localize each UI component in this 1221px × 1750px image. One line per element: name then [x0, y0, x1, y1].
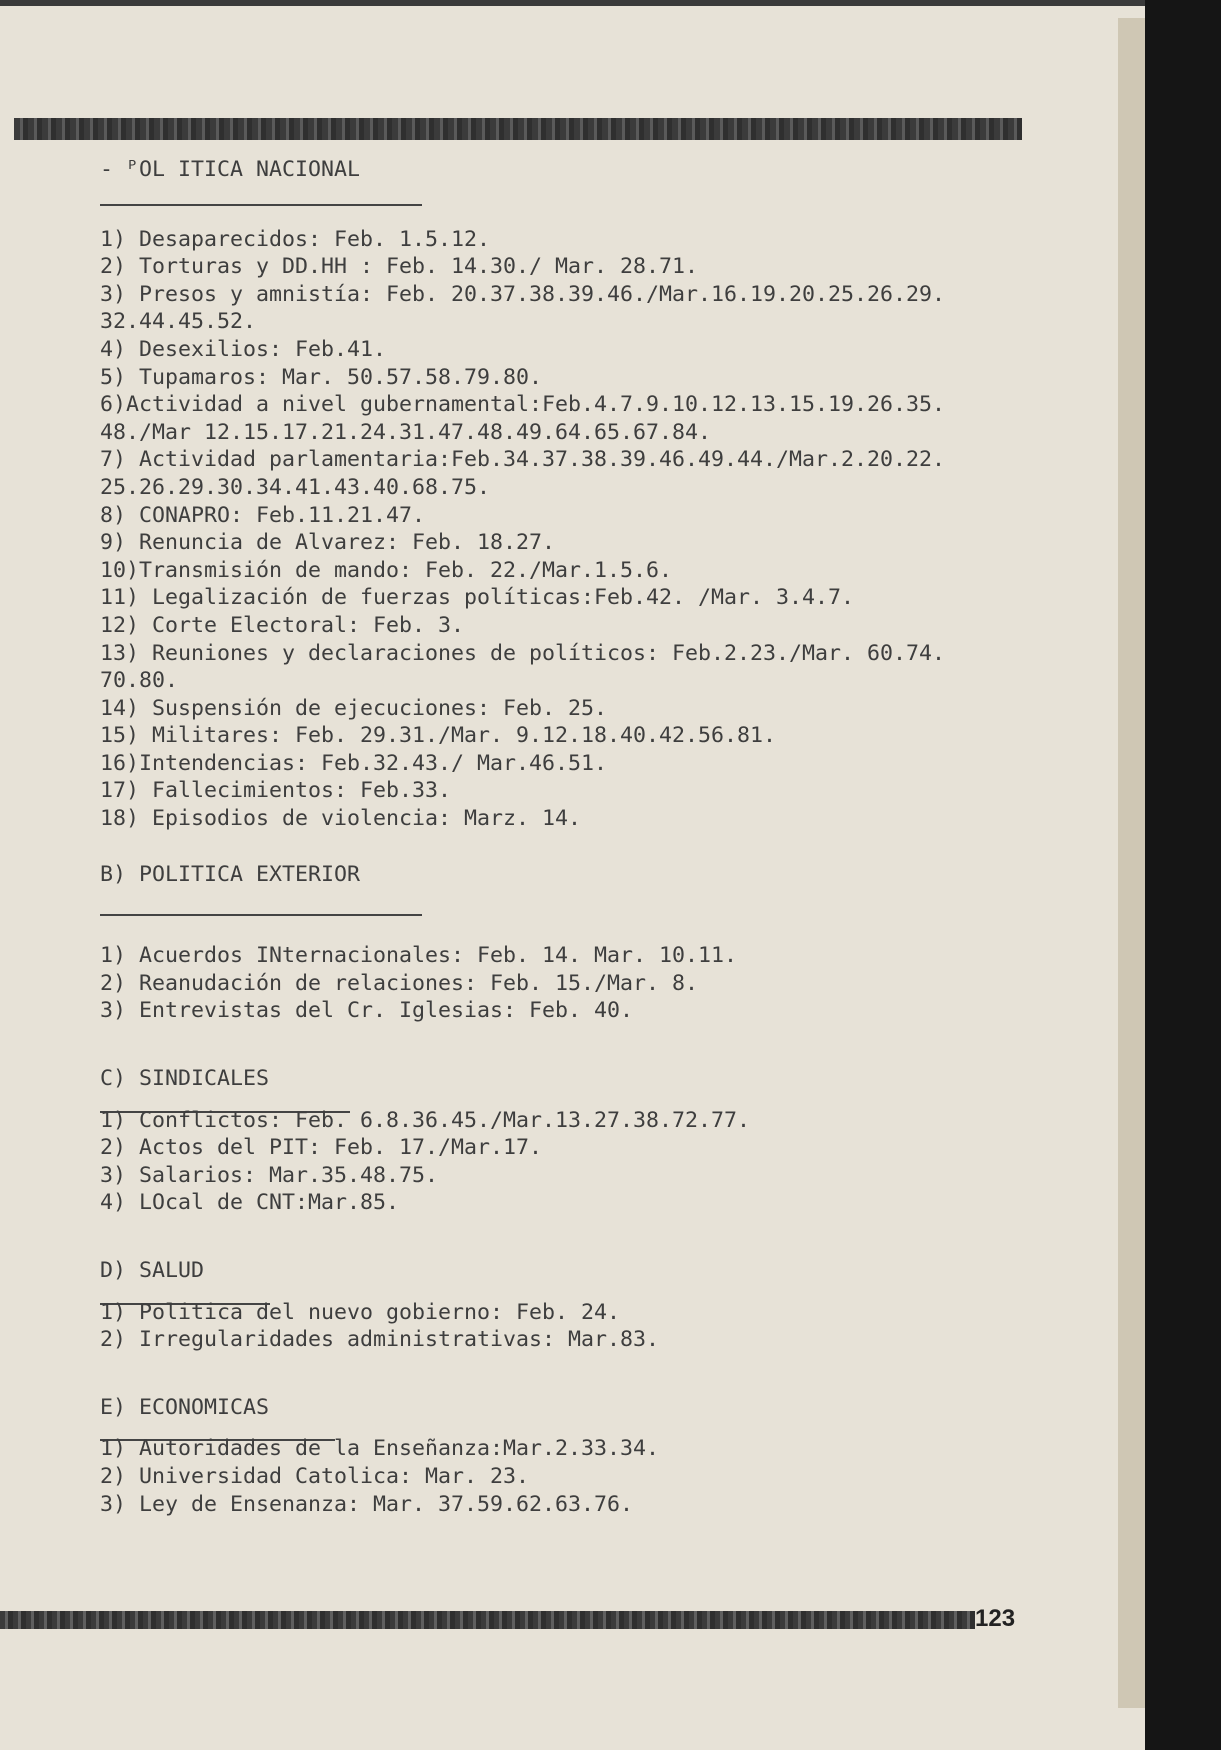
list-item: 2) Actos del PIT: Feb. 17./Mar.17.: [100, 1135, 543, 1161]
list-item: 1) Acuerdos INternacionales: Feb. 14. Mar. 10.11.: [100, 943, 738, 969]
list-item: 6)Actividad a nivel gubernamental:Feb.4.7.9.10.12.13.15.19.26.35.: [100, 392, 946, 418]
list-item: 25.26.29.30.34.41.43.40.68.75.: [100, 474, 491, 500]
page-number: 123: [975, 1605, 1016, 1632]
header-band: [14, 118, 1022, 140]
section-e-title: E) ECONOMICAS: [100, 1394, 270, 1420]
page-fold-shadow: [1118, 18, 1146, 1708]
list-item: 7) Actividad parlamentaria:Feb.34.37.38.39.46.49.44./Mar.2.20.22.: [100, 447, 946, 473]
list-item: 13) Reuniones y declaraciones de políticos: Feb.2.23./Mar. 60.74.: [100, 640, 946, 666]
list-item: 17) Fallecimientos: Feb.33.: [100, 778, 452, 804]
section-b-rule: [100, 914, 422, 916]
list-item: 32.44.45.52.: [100, 309, 257, 335]
list-item: 2) Torturas y DD.HH : Feb. 14.30./ Mar. 28.71.: [100, 254, 699, 280]
section-b-title: B) POLITICA EXTERIOR: [100, 861, 361, 887]
list-item: 2) Reanudación de relaciones: Feb. 15./Mar. 8.: [100, 970, 699, 996]
list-item: 3) Presos y amnistía: Feb. 20.37.38.39.46./Mar.16.19.20.25.26.29.: [100, 281, 946, 307]
footer-band: [0, 1611, 975, 1629]
section-d-title: D) SALUD: [100, 1258, 205, 1283]
list-item: 15) Militares: Feb. 29.31./Mar. 9.12.18.40.42.56.81.: [100, 723, 777, 749]
list-item: 4) LOcal de CNT:Mar.85.: [100, 1190, 400, 1216]
list-item: 1) Desaparecidos: Feb. 1.5.12.: [100, 226, 491, 252]
document-content: [100, 156, 1020, 1518]
list-item: 18) Episodios de violencia: Marz. 14.: [100, 806, 582, 832]
list-item: 5) Tupamaros: Mar. 50.57.58.79.80.: [100, 364, 543, 390]
list-item: 3) Salarios: Mar.35.48.75.: [100, 1162, 439, 1188]
section-a-title: - ᴾOL ITICA NACIONAL: [100, 157, 361, 182]
list-item: 1) Politica del nuevo gobierno: Feb. 24.: [100, 1299, 621, 1325]
list-item: 10)Transmisión de mando: Feb. 22./Mar.1.5.6.: [100, 557, 673, 583]
list-item: 12) Corte Electoral: Feb. 3.: [100, 612, 465, 638]
section-b-list: [100, 942, 1020, 1025]
list-item: 2) Irregularidades administrativas: Mar.83.: [100, 1327, 660, 1353]
section-e-list: [100, 1435, 1020, 1518]
section-c-list: [100, 1107, 1020, 1217]
list-item: 70.80.: [100, 668, 179, 694]
list-item: 4) Desexilios: Feb.41.: [100, 336, 387, 362]
list-item: 1) Autoridades de la Enseñanza:Mar.2.33.34.: [100, 1436, 660, 1462]
scan-background-edge: [1145, 0, 1221, 1750]
list-item: 1) Conflictos: Feb. 6.8.36.45./Mar.13.27.38.72.77.: [100, 1107, 751, 1133]
section-c-title: C) SINDICALES: [100, 1066, 270, 1092]
section-a-rule: [100, 204, 422, 206]
section-a-list: [100, 226, 1020, 833]
list-item: 9) Renuncia de Alvarez: Feb. 18.27.: [100, 530, 556, 556]
list-item: 8) CONAPRO: Feb.11.21.47.: [100, 502, 426, 528]
list-item: 2) Universidad Catolica: Mar. 23.: [100, 1463, 530, 1489]
list-item: 11) Legalización de fuerzas políticas:Feb.42. /Mar. 3.4.7.: [100, 585, 855, 611]
page-top-edge: [0, 0, 1145, 6]
list-item: 14) Suspensión de ejecuciones: Feb. 25.: [100, 695, 608, 721]
list-item: 16)Intendencias: Feb.32.43./ Mar.46.51.: [100, 750, 608, 776]
section-d-list: [100, 1299, 1020, 1354]
list-item: 3) Entrevistas del Cr. Iglesias: Feb. 40.: [100, 998, 634, 1024]
list-item: 3) Ley de Ensenanza: Mar. 37.59.62.63.76.: [100, 1491, 634, 1517]
list-item: 48./Mar 12.15.17.21.24.31.47.48.49.64.65.67.84.: [100, 419, 712, 445]
